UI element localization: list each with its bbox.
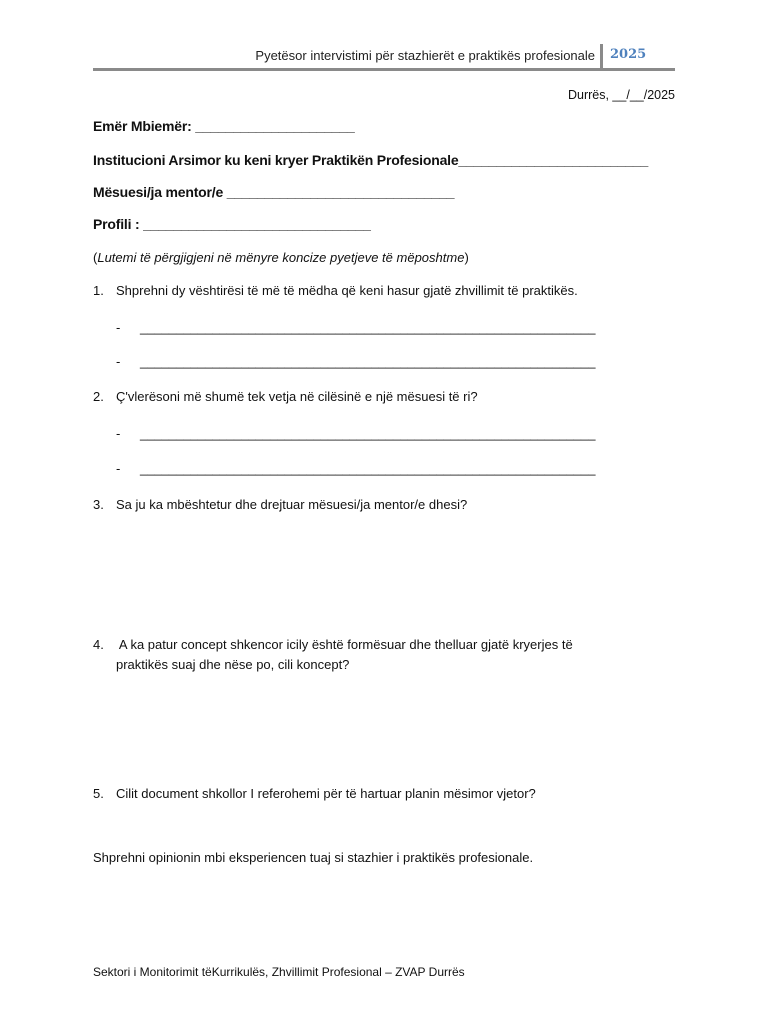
header-rule (93, 68, 675, 71)
question-3 (93, 497, 467, 512)
page-header (93, 44, 675, 70)
field-institution: Institucioni Arsimor ku keni kryer Praktikën Profesionale_________________________ (93, 152, 649, 168)
answer-blank: _______________________________________________________________ (140, 320, 596, 335)
page-footer: Sektori i Monitorimit tëKurrikulës, Zhvillimit Profesional – ZVAP Durrës (93, 965, 465, 979)
opinion-prompt: Shprehni opinionin mbi eksperiencen tuaj si stazhier i praktikës profesionale. (93, 850, 534, 865)
field-profile: Profili : ______________________________ (93, 216, 371, 232)
answer-line[interactable] (116, 354, 596, 369)
question-text: Sa ju ka mbështetur dhe drejtuar mësuesi/ja mentor/e dhesi? (116, 497, 468, 512)
question-5 (93, 786, 536, 801)
answer-line[interactable] (116, 426, 596, 441)
header-separator (600, 44, 603, 69)
instruction-close: ) (464, 250, 469, 265)
question-number: 5. (93, 786, 104, 801)
question-number: 2. (93, 389, 104, 404)
question-2 (93, 389, 478, 404)
question-text: Shprehni dy vështirësi të më të mëdha që keni hasur gjatë zhvillimit të praktikës. (116, 283, 578, 298)
question-number: 1. (93, 283, 104, 298)
header-title: Pyetësor intervistimi për stazhierët e praktikës profesionale (255, 48, 595, 63)
question-text-line1: A ka patur concept shkencor icily është formësuar dhe thelluar gjatë kryerjes të (116, 637, 573, 652)
instruction-text: Lutemi të përgjigjeni në mënyre koncize pyetjeve të mëposhtme (97, 250, 465, 265)
question-4 (93, 635, 573, 675)
answer-blank: _______________________________________________________________ (140, 354, 596, 369)
field-name: Emër Mbiemër: _____________________ (93, 118, 355, 134)
header-year: 2025 (610, 47, 647, 62)
answer-dash: - (116, 320, 121, 335)
answer-dash: - (116, 426, 121, 441)
answer-dash: - (116, 461, 121, 476)
answer-blank: _______________________________________________________________ (140, 461, 596, 476)
answer-line[interactable] (116, 320, 596, 335)
answer-blank: _______________________________________________________________ (140, 426, 596, 441)
question-text: Cilit document shkollor I referohemi për të hartuar planin mësimor vjetor? (116, 786, 536, 801)
question-text: Ç'vlerësoni më shumë tek vetja në cilësinë e një mësuesi të ri? (116, 389, 478, 404)
field-mentor: Mësuesi/ja mentor/e ______________________________ (93, 184, 455, 200)
date-line: Durrës, __/__/2025 (567, 88, 675, 102)
question-text-line2: praktikës suaj dhe nëse po, cili koncept? (116, 657, 350, 672)
instruction-open: ( (93, 250, 98, 265)
question-1 (93, 283, 578, 298)
instruction (93, 250, 469, 265)
answer-dash: - (116, 354, 121, 369)
question-number: 4. (93, 637, 104, 652)
question-number: 3. (93, 497, 104, 512)
answer-line[interactable] (116, 461, 596, 476)
